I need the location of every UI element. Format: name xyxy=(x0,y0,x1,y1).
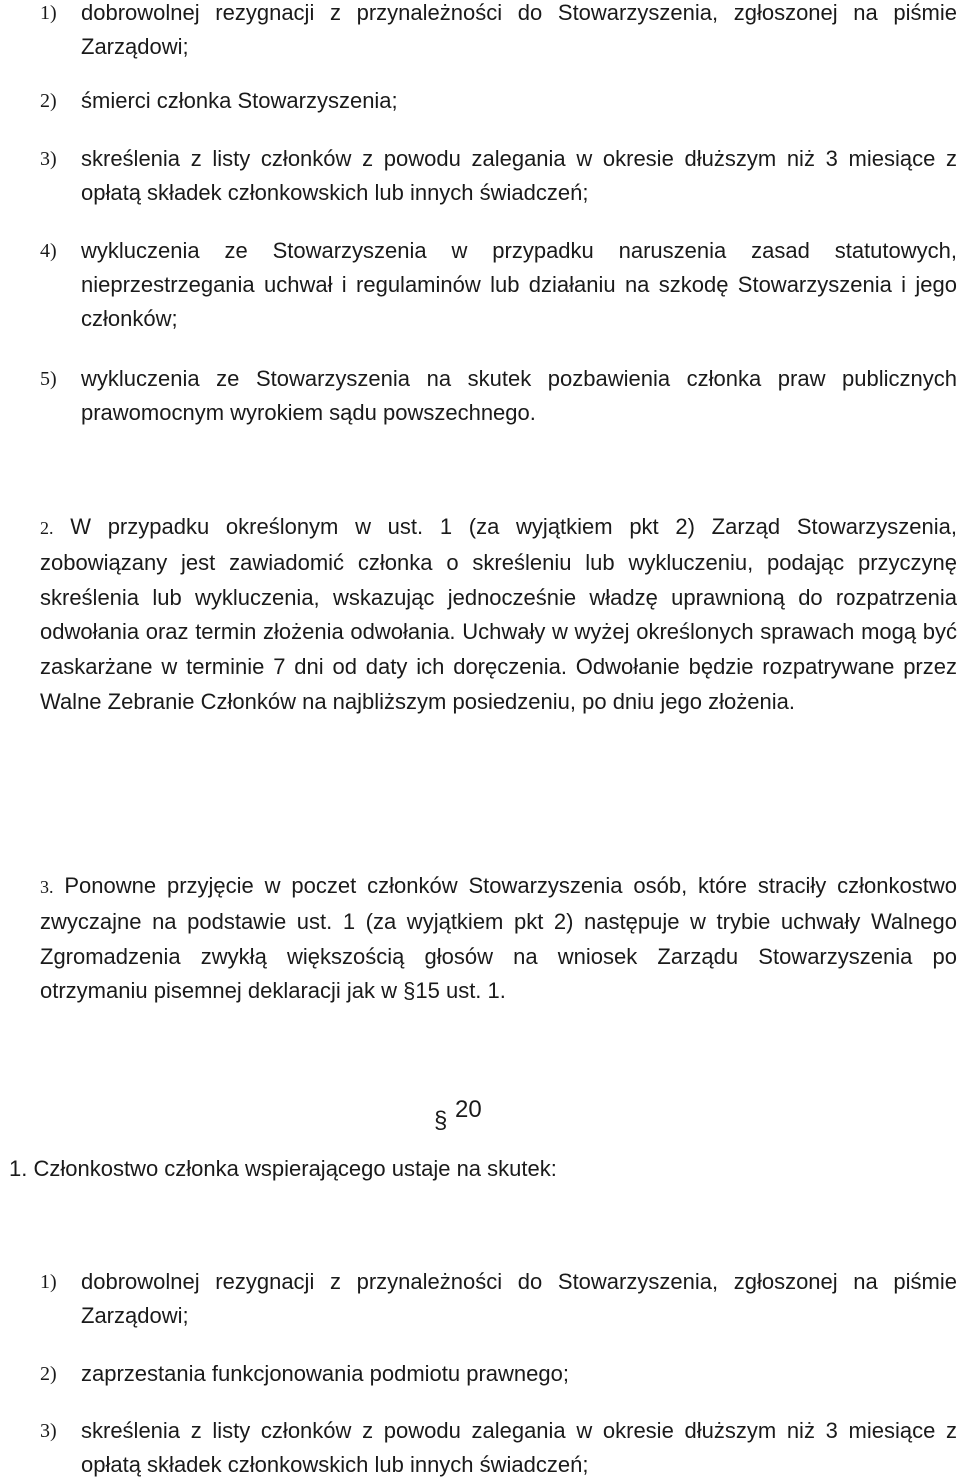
list-item-number: 2) xyxy=(40,90,57,112)
section-sign: § xyxy=(434,1107,448,1134)
list-item-text: skreślenia z listy członków z powodu zalegania w okresie dłuższym niż 3 miesiące z opłatą składek członkowskich lub innych świadczeń; xyxy=(81,1418,957,1477)
list-item-text: wykluczenia ze Stowarzyszenia na skutek pozbawienia członka praw publicznych prawomocnym wyrokiem sądu powszechnego. xyxy=(81,366,957,425)
list-item-text: dobrowolnej rezygnacji z przynależności do Stowarzyszenia, zgłoszonej na piśmie Zarządowi; xyxy=(81,1269,957,1328)
list-item-number: 2) xyxy=(40,1363,57,1385)
list-item-text: skreślenia z listy członków z powodu zalegania w okresie dłuższym niż 3 miesiące z opłatą składek członkowskich lub innych świadczeń; xyxy=(81,146,957,205)
list-item-text: dobrowolnej rezygnacji z przynależności do Stowarzyszenia, zgłoszonej na piśmie Zarządowi; xyxy=(81,0,957,59)
list-item-text: wykluczenia ze Stowarzyszenia w przypadku naruszenia zasad statutowych, nieprzestrzegania uchwał i regulaminów lub działaniu na szkodę Stowarzyszenia i jego członków; xyxy=(81,238,957,331)
list-item-number: 4) xyxy=(40,240,57,262)
paragraph-number: 2. xyxy=(40,518,54,538)
section-number: 20 xyxy=(455,1096,482,1123)
clause-heading: 1. Członkostwo członka wspierającego ustaje na skutek: xyxy=(9,1156,557,1181)
list-item-number: 5) xyxy=(40,368,57,390)
paragraph-number: 3. xyxy=(40,877,54,897)
list-item-number: 3) xyxy=(40,1420,57,1442)
paragraph-text: W przypadku określonym w ust. 1 (za wyjątkiem pkt 2) Zarząd Stowarzyszenia, zobowiązany jest zawiadomić członka o skreśleniu lub wykluczeniu, podając przyczynę skreślenia lub wykluczenia, wskazując jednocześnie władzę uprawnioną do rozpatrzenia odwołania oraz termin złożenia odwołania. Uchwały w wyżej określonych sprawach mogą być zaskarżane w terminie 7 dni od daty ich doręczenia. Odwołanie będzie rozpatrywane przez Walne Zebranie Członków na najbliższym posiedzeniu, po dniu jego złożenia. xyxy=(40,514,957,714)
list-item-number: 1) xyxy=(40,2,57,24)
paragraph-2 xyxy=(40,510,957,720)
paragraph-3 xyxy=(40,869,957,1009)
paragraph-text: Ponowne przyjęcie w poczet członków Stowarzyszenia osób, które straciły członkostwo zwyczajne na podstawie ust. 1 (za wyjątkiem pkt 2) następuje w trybie uchwały Walnego Zgromadzenia zwykłą większością głosów na wniosek Zarządu Stowarzyszenia po otrzymaniu pisemnej deklaracji jak w §15 ust. 1. xyxy=(40,873,957,1004)
list-item-number: 1) xyxy=(40,1271,57,1293)
list-item-number: 3) xyxy=(40,148,57,170)
list-item-text: zaprzestania funkcjonowania podmiotu prawnego; xyxy=(81,1361,569,1386)
list-item-text: śmierci członka Stowarzyszenia; xyxy=(81,88,398,113)
